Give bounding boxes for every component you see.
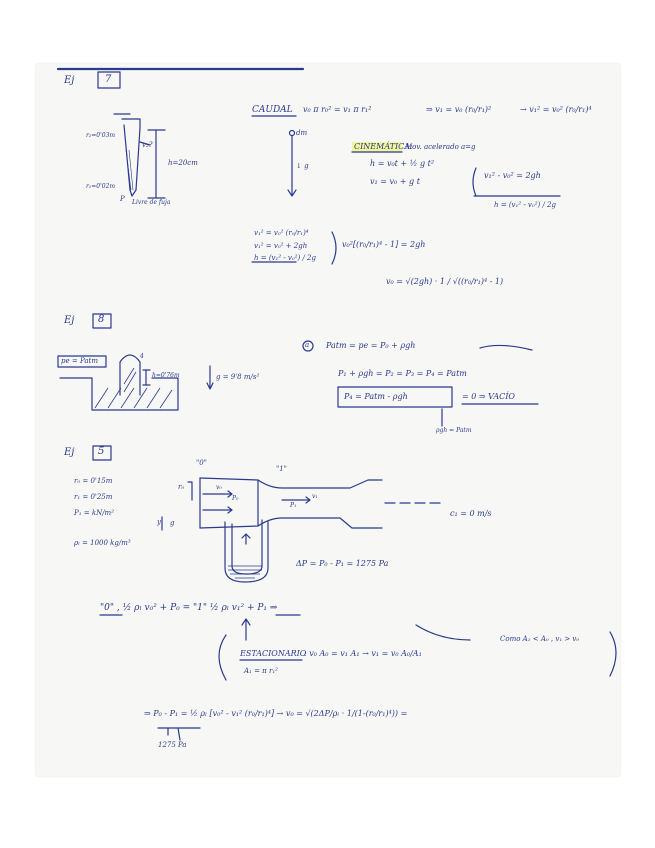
ej8-fig-g: g = 9'8 m/s²: [216, 373, 260, 381]
est-curve-arrow: [416, 625, 470, 640]
sys-eq3: h = (v₁² - v₀²) / 2g: [254, 254, 316, 262]
ej5-fig-g: g: [170, 519, 175, 527]
ej5-fig-v1: v₁: [312, 493, 318, 500]
caudal-eq1: v₀ π r₀² = v₁ π r₁²: [303, 105, 372, 114]
est-paren-left: [219, 635, 226, 680]
ej8-eq4: = 0 ⇒ VACÍO: [462, 392, 515, 401]
ej8-fig-pt: 4: [140, 353, 144, 360]
sys-eq2: v₁² = v₀² + 2gh: [254, 242, 308, 250]
ej5-fig-0: "0": [196, 459, 207, 467]
ej5-number: 5: [98, 446, 105, 457]
ej7-label: Ej: [64, 75, 75, 86]
ej7-fig-q: v₂?: [142, 141, 153, 149]
ej5-label: Ej: [64, 447, 75, 458]
est-area: A₁ = π r₁²: [244, 667, 278, 675]
est-eq: : v₀ A₀ = v₁ A₁ → v₁ = v₀ A₀/A₁: [304, 649, 422, 658]
cin-eq3: v₁² - v₀² = 2gh: [484, 171, 541, 180]
sys-result: v₀²[(r₀/r₁)⁴ - 1] = 2gh: [342, 240, 426, 249]
sys-eq1: v₁² = v₀² (r₀/r₁)⁴: [254, 229, 309, 237]
cin-eq1: h = v₀t + ½ g t²: [370, 159, 435, 168]
ej5-bernoulli: "0" , ½ ρₗ v₀² + P₀ = "1" ½ ρₗ v₁² + P₁ ⇒: [100, 603, 278, 613]
ej5-fig-v0: v₀: [216, 484, 222, 491]
caudal-title: CAUDAL: [252, 105, 293, 115]
ej5-fig-y: y: [157, 518, 161, 526]
final-under: 1275 Pa: [158, 741, 187, 749]
final-eq: ⇒ P₀ - P₁ = ½ ρₗ [v₀² - v₁² (r₀/r₁)⁴] → v₀ = √(2ΔP/ρₗ · 1/(1-(r₀/r₁)⁴)) =: [144, 709, 408, 718]
ej8-label: Ej: [64, 315, 75, 326]
ej5-p1: P₁ = kN/m²: [74, 509, 115, 517]
cinematica-sub: Mov. acelerado a=g: [405, 143, 476, 151]
ej7-funnel-figure: [114, 114, 165, 198]
cin-brace: [473, 168, 476, 196]
ej7-fig-r1: r₁=0'02m: [86, 183, 116, 190]
cinematica-title: CINEMÁTICA:: [354, 142, 413, 151]
caudal-eq2: ⇒ v₁ = v₀ (r₀/r₁)²: [426, 105, 492, 114]
caudal-eq3: → v₁² = v₀² (r₀/r₁)⁴: [520, 105, 592, 114]
ej8-eq5: ρgh = Patm: [436, 427, 472, 434]
sys-brace: [332, 232, 336, 264]
ej7-fig-p: P: [120, 195, 125, 203]
ej5-fig-1: "1": [276, 465, 287, 473]
ej8-eq1: Patm = pe = P₀ + ρgh: [326, 341, 416, 350]
ej8-marker: a: [305, 341, 310, 349]
est-arrow-up: [242, 619, 250, 640]
est-paren-right: [610, 632, 616, 676]
ej5-c1: c₁ = 0 m/s: [450, 509, 492, 518]
ej7-fig-lv: Livre de fuja: [132, 199, 171, 206]
ej8-eq3: P₄ = Patm - ρgh: [344, 392, 408, 401]
est-title: ESTACIONARIO: [240, 649, 307, 658]
est-note: Como A₁ < A₀ , v₁ > v₀: [500, 635, 580, 643]
ej8-fig-pe: pe = Patm: [61, 357, 98, 365]
ej7-fig-r2: r₂=0'03m: [86, 132, 116, 139]
ej5-pl: ρₗ = 1000 kg/m³: [74, 539, 131, 547]
ej8-fig-h: h=0'76m: [152, 372, 180, 379]
ej8-eq2: P₁ + ρgh = P₂ = P₃ = P₄ = Patm: [338, 369, 467, 378]
ej7-number: 7: [105, 74, 112, 85]
ej5-fig-p1: P₁: [290, 502, 297, 509]
cin-eq4: h = (v₁² - v₀²) / 2g: [494, 201, 556, 209]
ej5-fig-p0: P₀: [232, 495, 239, 502]
ej7-axis-dm: dm: [296, 129, 308, 137]
ej7-axis: [288, 131, 296, 197]
cin-eq2: v₁ = v₀ + g t: [370, 177, 420, 186]
ej7-fig-h: h=20cm: [168, 159, 198, 167]
ej5-r0: r₀ = 0'15m: [74, 477, 113, 485]
ej8-number: 8: [98, 314, 105, 325]
final-under-bracket: [158, 728, 200, 740]
sys-final: v₀ = √(2gh) · 1 / √((r₀/r₁)⁴ - 1): [386, 277, 504, 286]
ej5-r1: r₁ = 0'25m: [74, 493, 113, 501]
ej5-dp: ΔP = P₀ - P₁ = 1275 Pa: [296, 559, 389, 568]
ej7-axis-g: ↓ g: [296, 162, 309, 170]
ej8-scribble: [480, 345, 532, 350]
ej5-fig-ro: r₀: [178, 483, 185, 491]
